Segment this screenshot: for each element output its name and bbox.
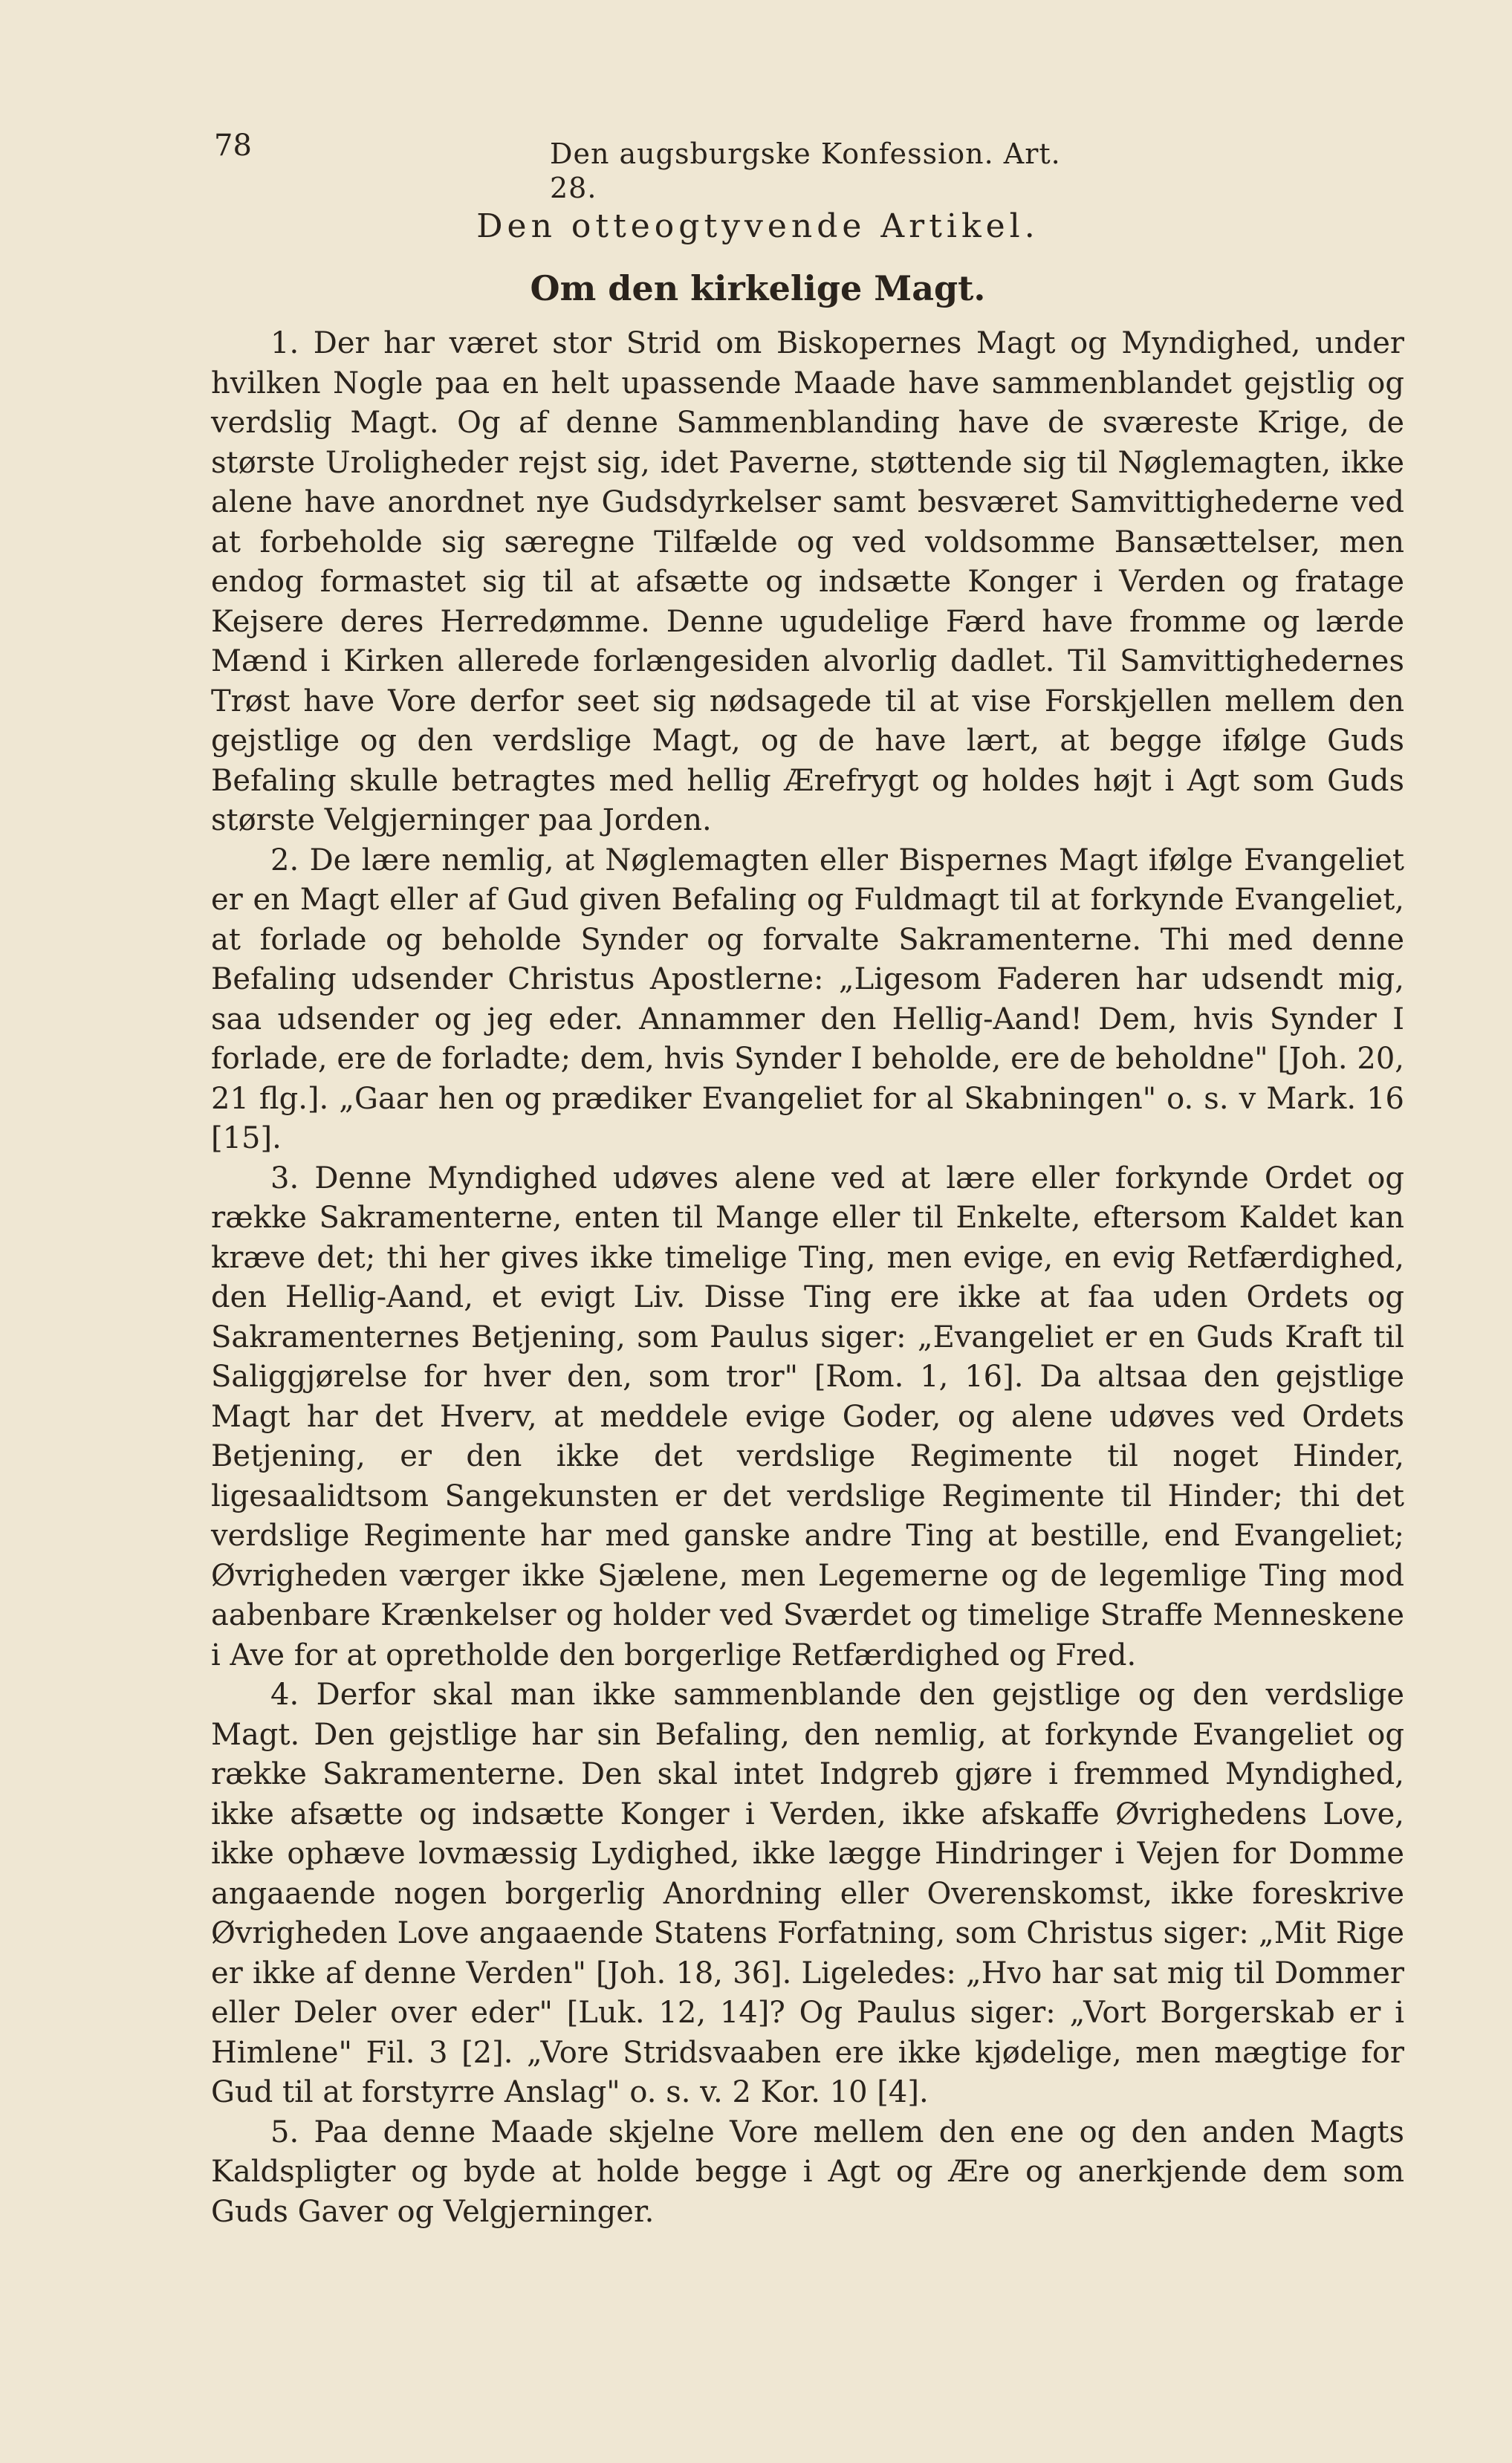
paragraph-4: 4. Derfor skal man ikke sammenblande den gejstlige og den verdslige Magt. Den gejstlige har sin Befaling, den nemlig, at forkynde Evangeliet og række Sakramenterne. Den skal intet Indgreb gjøre i fremmed Myndighed, ikke afsætte og indsætte Konger i Verden, ikke afskaffe Øvrighedens Love, ikke ophæve lovmæssig Lydighed, ikke lægge Hindringer i Vejen for Domme angaaende nogen borgerlig Anordning eller Overenskomst, ikke foreskrive Øvrigheden Love angaaende Statens Forfatning, som Christus siger: „Mit Rige er ikke af denne Verden" [Joh. 18, 36]. Ligeledes: „Hvo har sat mig til Dommer eller Deler over eder" [Luk. 12, 14]? Og Paulus siger: „Vort Borgerskab er i Himlene" Fil. 3 [2]. „Vore Stridsvaaben ere ikke kjødelige, men mægtige for Gud til at forstyrre Anslag" o. s. v. 2 Kor. 10 [4]. — [211, 1678, 1404, 2109]
article-body — [211, 324, 1404, 2232]
paragraph-3: 3. Denne Myndighed udøves alene ved at lære eller forkynde Ordet og række Sakramenterne, enten til Mange eller til Enkelte, eftersom Kaldet kan kræve det; thi her gives ikke timelige Ting, men evige, en evig Retfærdighed, den Hellig-Aand, et evigt Liv. Disse Ting ere ikke at faa uden Ordets og Sakramenternes Betjening, som Paulus siger: „Evangeliet er en Guds Kraft til Saliggjørelse for hver den, som tror" [Rom. 1, 16]. Da altsaa den gejstlige Magt har det Hverv, at meddele evige Goder, og alene udøves ved Ordets Betjening, er den ikke det verdslige Regimente til noget Hinder, ligesaalidtsom Sangekunsten er det verdslige Regimente til Hinder; thi det verdslige Regimente har med ganske andre Ting at bestille, end Evangeliet; Øvrigheden værger ikke Sjælene, men Legemerne og de legemlige Ting mod aabenbare Krænkelser og holder ved Sværdet og timelige Straffe Menneskene i Ave for at opretholde den borgerlige Retfærdighed og Fred. — [211, 1161, 1404, 1672]
article-subtitle: Om den kirkelige Magt. — [530, 268, 986, 308]
article-title: Den otteogtyvende Artikel. — [476, 207, 1039, 245]
running-head: Den augsburgske Konfession. Art. 28. — [550, 137, 1061, 204]
paragraph-1: 1. Der har været stor Strid om Biskopernes Magt og Myndighed, under hvilken Nogle paa en helt upassende Maade have sammenblandet gejstlig og verdslig Magt. Og af denne Sammenblanding have de sværeste Krige, de største Uroligheder rejst sig, idet Paverne, støttende sig til Nøglemagten, ikke alene have anordnet nye Gudsdyrkelser samt besværet Samvittighederne ved at forbeholde sig særegne Tilfælde og ved voldsomme Bansættelser, men endog formastet sig til at afsætte og indsætte Konger i Verden og fratage Kejsere deres Herredømme. Denne ugudelige Færd have fromme og lærde Mænd i Kirken allerede forlængesiden alvorlig dadlet. Til Samvittighedernes Trøst have Vore derfor seet sig nødsagede til at vise Forskjellen mellem den gejstlige og den verdslige Magt, og de have lært, at begge ifølge Guds Befaling skulle betragtes med hellig Ærefrygt og holdes højt i Agt som Guds største Velgjerninger paa Jorden. — [211, 326, 1404, 837]
paragraph-5: 5. Paa denne Maade skjelne Vore mellem den ene og den anden Magts Kaldspligter og byde at holde begge i Agt og Ære og anerkjende dem som Guds Gaver og Velgjerninger. — [211, 2115, 1404, 2229]
paragraph-2: 2. De lære nemlig, at Nøglemagten eller Bispernes Magt ifølge Evangeliet er en Magt eller af Gud given Befaling og Fuldmagt til at forkynde Evangeliet, at forlade og beholde Synder og forvalte Sakramenterne. Thi med denne Befaling udsender Christus Apostlerne: „Ligesom Faderen har udsendt mig, saa udsender og jeg eder. Annammer den Hellig-Aand! Dem, hvis Synder I forlade, ere de forladte; dem, hvis Synder I beholde, ere de beholdne" [Joh. 20, 21 flg.]. „Gaar hen og prædiker Evangeliet for al Skabningen" o. s. v Mark. 16 [15]. — [211, 843, 1404, 1155]
page-number: 78 — [214, 129, 252, 163]
